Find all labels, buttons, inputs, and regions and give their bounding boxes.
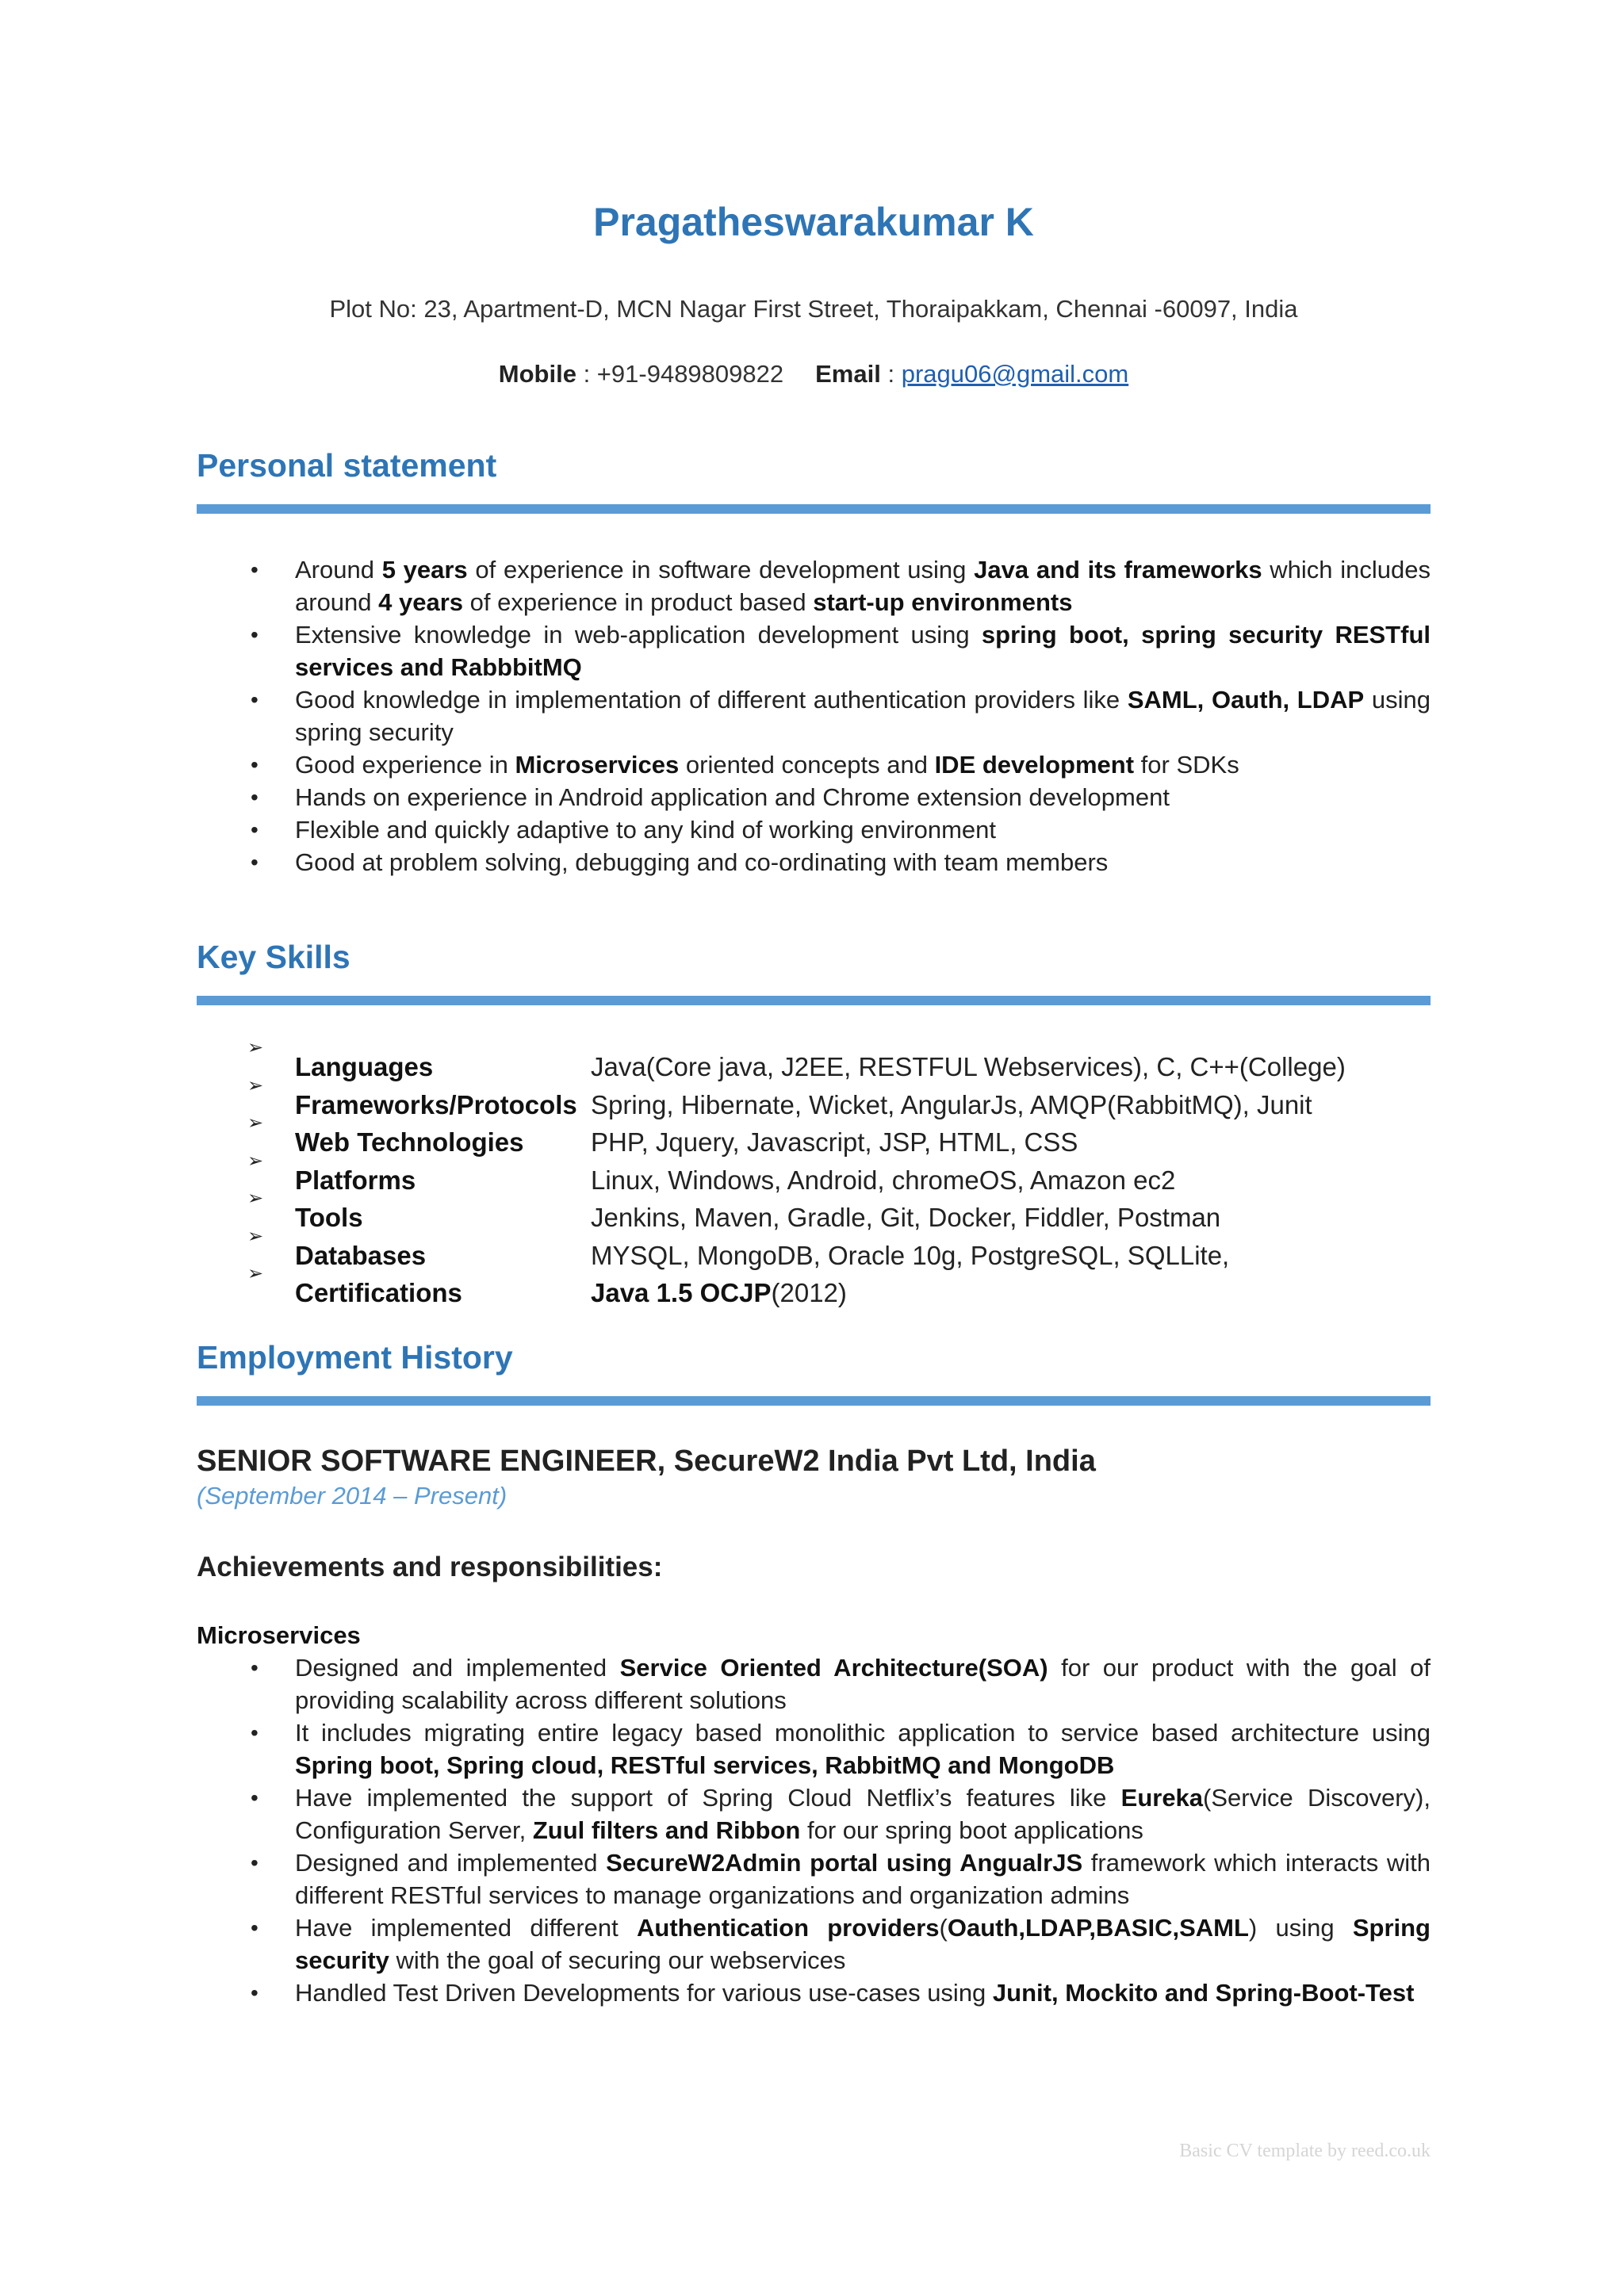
contact-line [197,358,1431,390]
achievement-item [197,1846,1431,1911]
key-skills-list [197,1037,1431,1312]
bold-text: Zuul filters and Ribbon [532,1816,801,1844]
skill-row [197,1225,1431,1275]
achievement-item [197,1781,1431,1846]
skill-value [591,1048,1346,1086]
bold-text: SecureW2Admin portal using AngualrJS [606,1848,1083,1877]
text-run: with the goal of securing our webservices [389,1946,846,1974]
text-run: oriented concepts and [679,751,935,779]
text-run: Jenkins, Maven, Gradle, Git, Docker, Fiddler, Postman [591,1203,1221,1232]
bold-text: Service Oriented Architecture(SOA) [619,1653,1048,1682]
skill-label: Platforms [295,1165,416,1195]
skill-label: Languages [295,1052,434,1081]
email-label: Email [815,360,881,388]
skill-value [591,1161,1175,1200]
section-divider [197,996,1431,1005]
text-run: Good at problem solving, debugging and co-ordinating with team members [295,848,1109,876]
job-title: SENIOR SOFTWARE ENGINEER, SecureW2 India Pvt Ltd, India [197,1444,1096,1478]
text-run: Have implemented different [295,1913,638,1942]
text-run: PHP, Jquery, Javascript, JSP, HTML, CSS [591,1127,1078,1157]
bold-text: Authentication providers [637,1913,940,1942]
arrow-bullet-icon: ➢ [247,1074,264,1096]
bold-text: 5 years [381,556,468,584]
text-run: ) using [1248,1913,1353,1942]
statement-item [197,553,1431,618]
bold-text: Eureka [1120,1783,1204,1812]
bold-text: 4 years [378,588,464,616]
text-run: for our spring boot applications [800,1816,1143,1844]
text-run: ( [939,1913,948,1942]
text-run: Linux, Windows, Android, chromeOS, Amazon ec2 [591,1165,1176,1195]
employment-section [197,1337,1431,2009]
bold-text: IDE development [934,751,1135,779]
statement-item [197,683,1431,748]
bold-text: spring boot, spring security RESTful services and RabbbitMQ [295,621,1431,681]
bold-text: Java and its frameworks [974,556,1262,584]
text-run: It includes migrating entire legacy based monolithic application to service based architecture using [295,1718,1431,1747]
statement-item [197,748,1431,781]
skill-row [197,1263,1431,1312]
skill-label: Frameworks/Protocols [295,1089,577,1119]
skill-row [197,1150,1431,1200]
text-run: Good knowledge in implementation of different authentication providers like [295,686,1128,714]
skill-value [591,1086,1312,1124]
cv-content [197,190,1431,2009]
email-link[interactable]: pragu06@gmail.com [901,360,1129,388]
text-run: Designed and implemented [295,1848,607,1877]
text-run: which includes around [295,556,1431,616]
candidate-name: Pragatheswarakumar K [593,200,1034,244]
text-run: Java(Core java, J2EE, RESTFUL Webservices), C, C++(College) [591,1052,1346,1081]
statement-item [197,781,1431,813]
text-run: Handled Test Driven Developments for various use-cases using [295,1978,993,2007]
skill-value [591,1237,1229,1275]
skill-label: Databases [295,1240,427,1270]
bold-text: start-up environments [813,588,1073,616]
skill-row [197,1074,1431,1124]
text-run: Have implemented the support of Spring Cloud Netflix’s features like [295,1783,1121,1812]
employment-heading: Employment History [197,1338,513,1376]
skill-label: Certifications [295,1278,462,1307]
achievements-heading: Achievements and responsibilities: [197,1551,663,1582]
section-divider [197,1396,1431,1406]
arrow-bullet-icon: ➢ [247,1263,264,1284]
achievement-item [197,1911,1431,1976]
statement-item [197,813,1431,846]
job-dates: (September 2014 – Present) [197,1481,508,1510]
skill-label: Web Technologies [295,1127,524,1157]
text-run: Designed and implemented [295,1653,620,1682]
bold-text: Java 1.5 OCJP [591,1278,772,1307]
template-credit: Basic CV template by reed.co.uk [1179,2141,1431,2161]
text-run: of experience in product based [463,588,814,616]
personal-statement-section [197,446,1431,878]
arrow-bullet-icon: ➢ [247,1150,264,1172]
text-run: Extensive knowledge in web-application development using [295,621,982,649]
text-run: framework which interacts with different RESTful services to manage organizations and organization admins [295,1848,1431,1909]
key-skills-heading: Key Skills [197,939,350,975]
bold-text: Oauth,LDAP,BASIC,SAML [947,1913,1249,1942]
achievements-list [197,1651,1431,2009]
personal-statement-list [197,553,1431,878]
arrow-bullet-icon: ➢ [247,1112,264,1134]
text-run: for our product with the goal of providing scalability across different solutions [295,1653,1431,1714]
key-skills-section [197,937,1431,1312]
text-run: Spring, Hibernate, Wicket, AngularJs, AMQP(RabbitMQ), Junit [591,1089,1312,1119]
skill-label: Tools [295,1203,363,1232]
arrow-bullet-icon: ➢ [247,1037,264,1058]
text-run: Hands on experience in Android application and Chrome extension development [295,783,1170,811]
arrow-bullet-icon: ➢ [247,1188,264,1209]
text-run: (2012) [771,1278,847,1307]
achievement-item [197,1976,1431,2009]
statement-item [197,846,1431,878]
bold-text: Spring security [295,1913,1431,1974]
mobile-value: : +91-9489809822 [583,360,784,388]
text-run: Flexible and quickly adaptive to any kind of working environment [295,816,996,844]
text-run: Good experience in [295,751,515,779]
section-divider [197,504,1431,514]
email-colon: : [887,360,895,388]
text-run: MYSQL, MongoDB, Oracle 10g, PostgreSQL, SQLLite, [591,1240,1230,1270]
bold-text: Microservices [515,751,680,779]
text-run: (Service Discovery), Configuration Server, [295,1783,1431,1844]
skill-row [197,1188,1431,1237]
skill-row [197,1112,1431,1161]
personal-statement-heading: Personal statement [197,447,497,484]
text-run: using spring security [295,686,1431,746]
arrow-bullet-icon: ➢ [247,1225,264,1247]
text-run: of experience in software development using [467,556,975,584]
skill-value [591,1199,1220,1237]
skill-value [591,1274,847,1312]
bold-text: Junit, Mockito and Spring-Boot-Test [992,1978,1415,2007]
achievement-item [197,1651,1431,1716]
bold-text: SAML, Oauth, LDAP [1127,686,1365,714]
text-run: Around [295,556,382,584]
statement-item [197,618,1431,683]
mobile-label: Mobile [498,360,576,388]
achievement-item [197,1716,1431,1781]
text-run: for SDKs [1134,751,1239,779]
bold-text: Spring boot, Spring cloud, RESTful services, RabbitMQ and MongoDB [295,1751,1115,1779]
skill-value [591,1123,1078,1161]
microservices-heading: Microservices [197,1621,361,1649]
address: Plot No: 23, Apartment-D, MCN Nagar First Street, Thoraipakkam, Chennai -60097, India [329,295,1298,323]
skill-row [197,1037,1431,1086]
